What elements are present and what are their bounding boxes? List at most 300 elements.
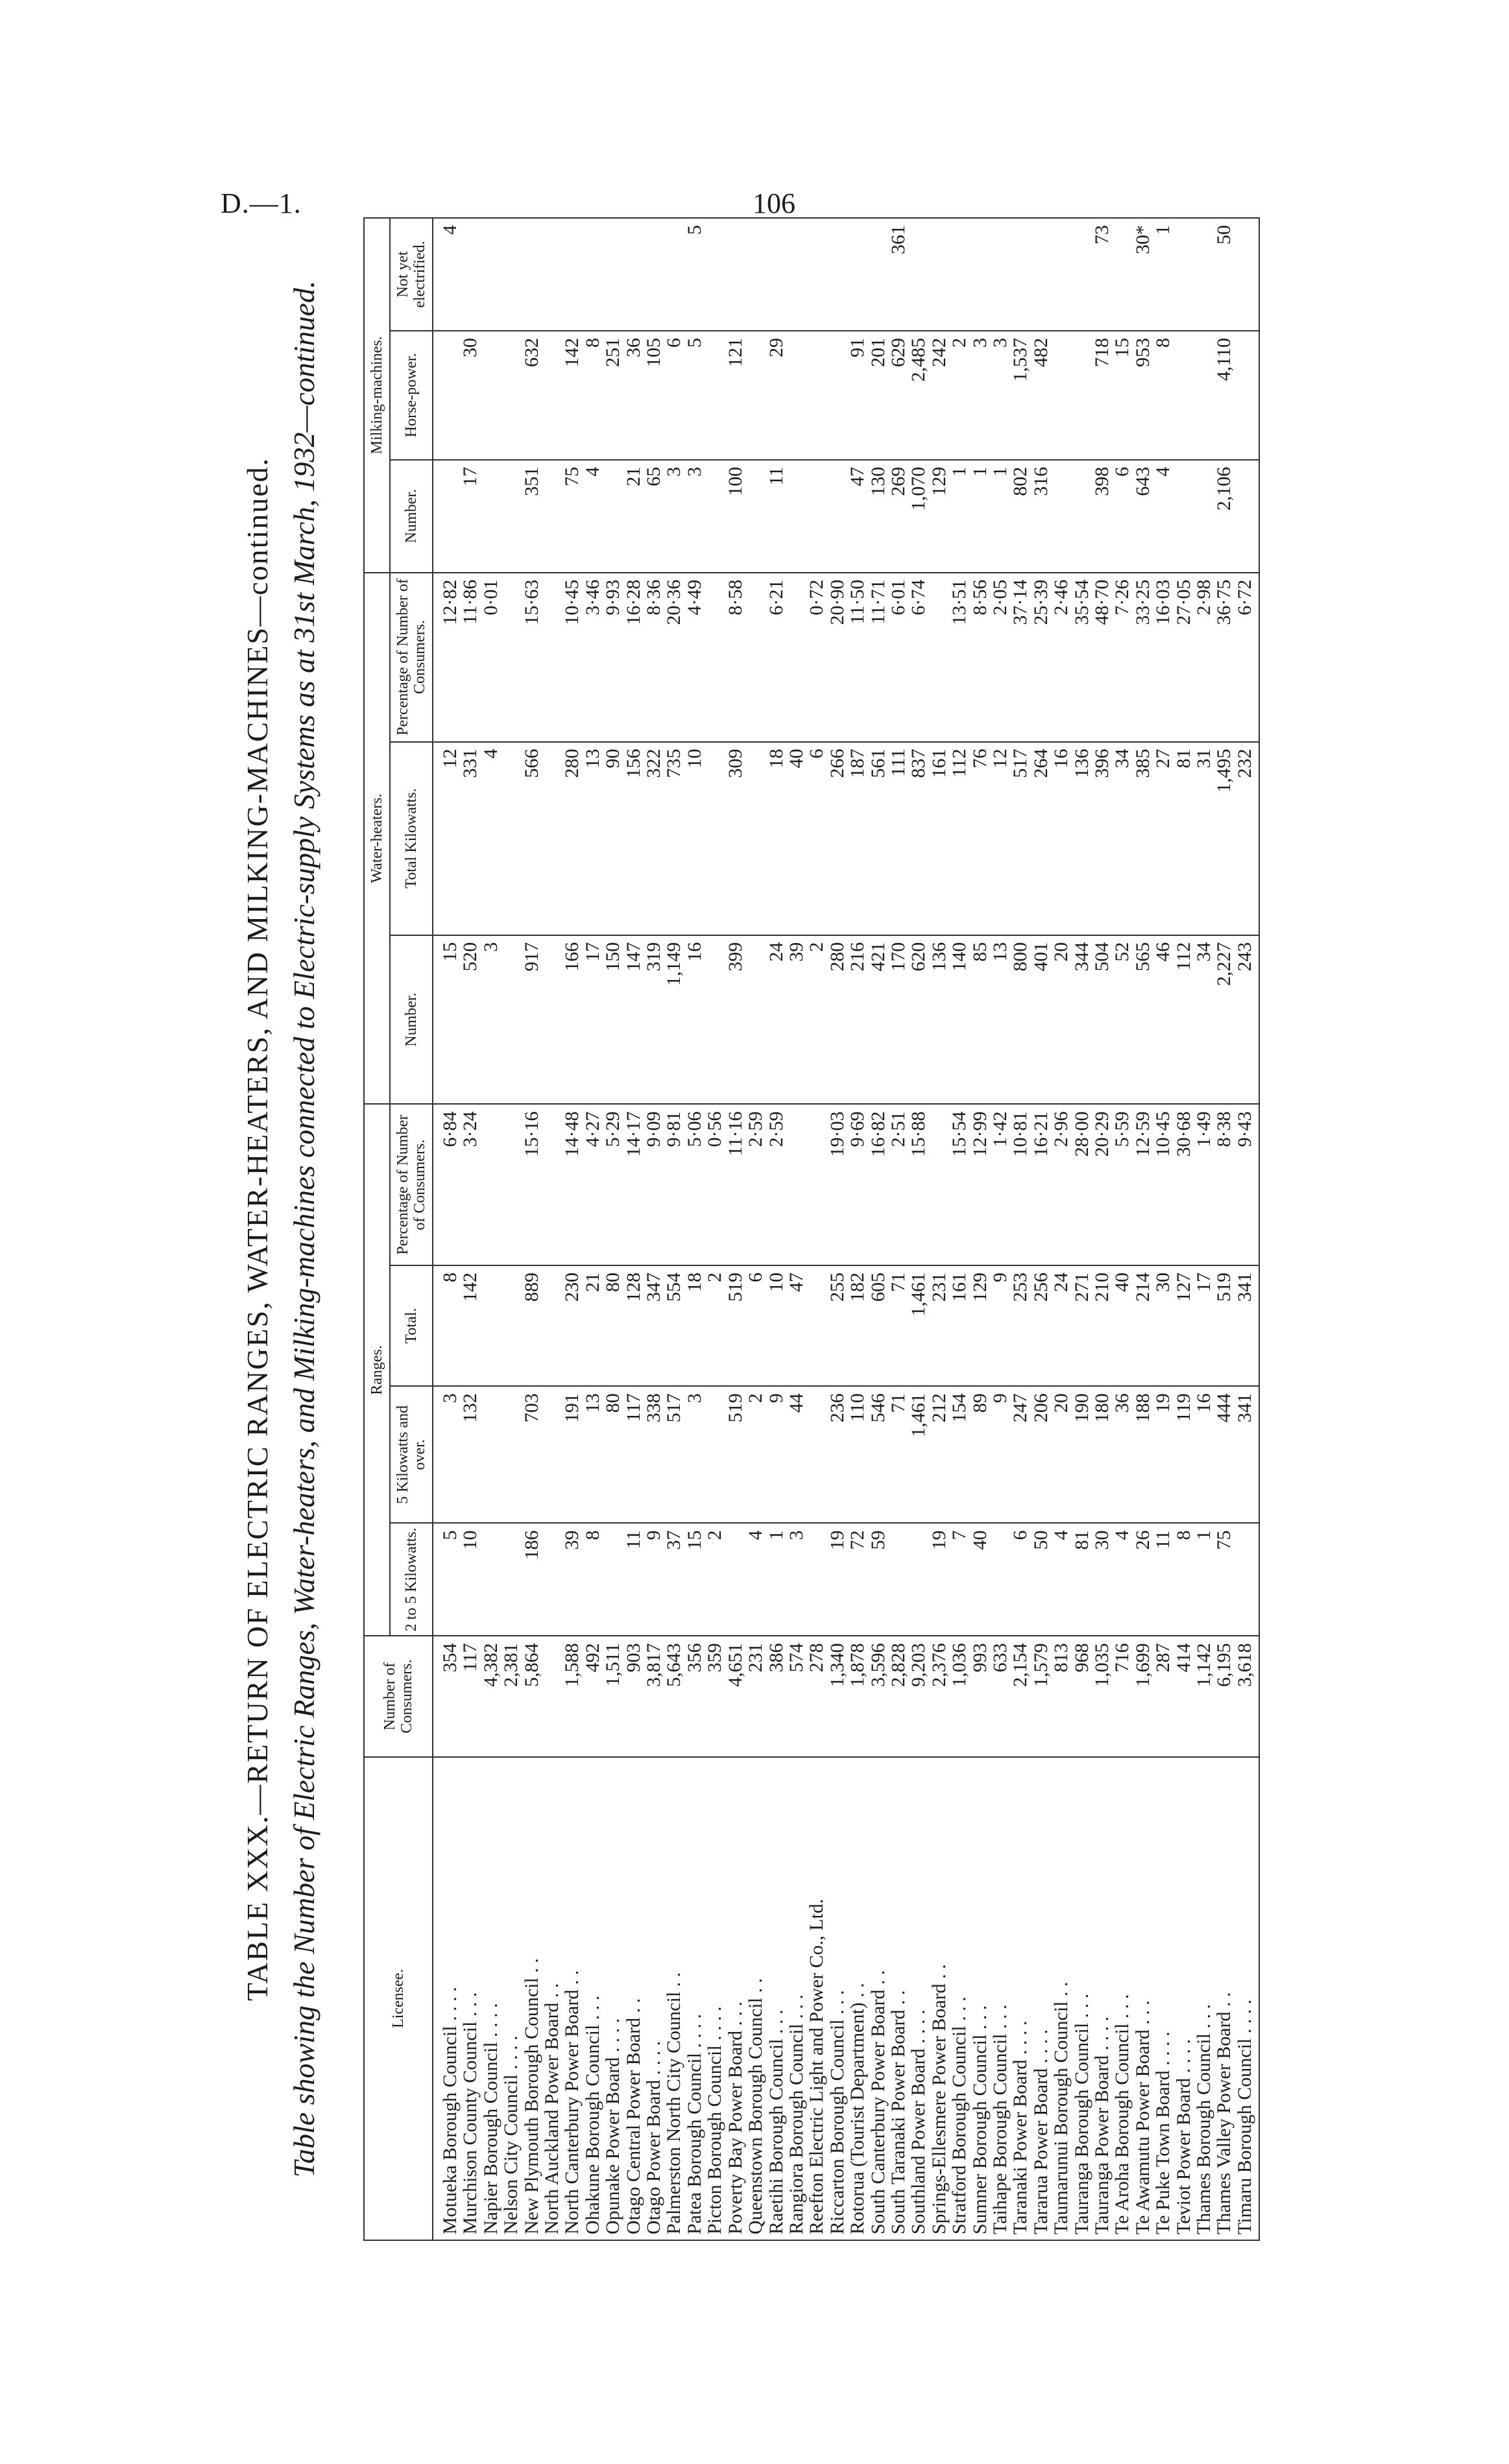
cell-water-number bbox=[705, 935, 725, 1105]
cell-milking-not-yet: 4 bbox=[433, 218, 460, 331]
cell-water-percentage bbox=[542, 573, 562, 742]
cell-consumers: 2,828 bbox=[888, 1636, 908, 1756]
cell-milking-number bbox=[1174, 460, 1194, 573]
cell-ranges-percentage: 20·29 bbox=[1092, 1105, 1112, 1265]
cell-consumers: 231 bbox=[745, 1636, 766, 1756]
cell-milking-number: 1 bbox=[949, 460, 969, 573]
cell-milking-horsepower: 632 bbox=[522, 331, 542, 460]
table-row bbox=[990, 218, 1010, 2240]
cell-water-kilowatts: 76 bbox=[970, 742, 990, 935]
cell-water-number: 401 bbox=[1031, 935, 1051, 1105]
cell-ranges-5over: 546 bbox=[868, 1386, 888, 1523]
cell-water-kilowatts bbox=[705, 742, 725, 935]
cell-water-number: 2,227 bbox=[1214, 935, 1234, 1105]
cell-ranges-percentage: 28·00 bbox=[1072, 1105, 1092, 1265]
cell-water-percentage: 36·75 bbox=[1214, 573, 1234, 742]
cell-ranges-5over: 236 bbox=[827, 1386, 847, 1523]
cell-ranges-5over: 13 bbox=[583, 1386, 603, 1523]
cell-milking-number bbox=[786, 460, 806, 573]
cell-water-number: 112 bbox=[1174, 935, 1194, 1105]
cell-water-kilowatts: 566 bbox=[522, 742, 542, 935]
cell-ranges-percentage: 15·16 bbox=[522, 1105, 542, 1265]
cell-milking-not-yet bbox=[970, 218, 990, 331]
cell-ranges-percentage: 12·99 bbox=[970, 1105, 990, 1265]
cell-water-percentage: 6·01 bbox=[888, 573, 908, 742]
cell-milking-not-yet bbox=[1031, 218, 1051, 331]
cell-ranges-total: 519 bbox=[725, 1265, 745, 1386]
cell-water-kilowatts bbox=[542, 742, 562, 935]
cell-milking-not-yet bbox=[1194, 218, 1214, 331]
cell-milking-number bbox=[745, 460, 766, 573]
table-row bbox=[501, 218, 521, 2240]
cell-ranges-2to5: 81 bbox=[1072, 1523, 1092, 1636]
cell-milking-horsepower: 8 bbox=[583, 331, 603, 460]
table-row bbox=[1194, 218, 1214, 2240]
cell-ranges-total: 889 bbox=[522, 1265, 542, 1386]
cell-ranges-total: 30 bbox=[1153, 1265, 1173, 1386]
cell-milking-number bbox=[1235, 460, 1259, 573]
cell-milking-number: 21 bbox=[623, 460, 644, 573]
cell-water-number: 16 bbox=[684, 935, 705, 1105]
cell-water-number: 17 bbox=[583, 935, 603, 1105]
table-row bbox=[1031, 218, 1051, 2240]
cell-licensee: Thames Valley Power Board . . bbox=[1214, 1757, 1234, 2240]
cell-ranges-2to5 bbox=[888, 1523, 908, 1636]
cell-ranges-percentage: 30·68 bbox=[1174, 1105, 1194, 1265]
cell-milking-horsepower: 36 bbox=[623, 331, 644, 460]
cell-licensee: Sumner Borough Council . . . bbox=[970, 1757, 990, 2240]
cell-water-percentage: 6·21 bbox=[766, 573, 786, 742]
page-number: 106 bbox=[753, 187, 795, 219]
cell-licensee: Reefton Electric Light and Power Co., Ltd. bbox=[806, 1757, 827, 2240]
cell-milking-horsepower: 30 bbox=[460, 331, 480, 460]
cell-milking-not-yet bbox=[1010, 218, 1030, 331]
cell-consumers: 414 bbox=[1174, 1636, 1194, 1756]
header-ranges-2to5: 2 to 5 Kilowatts. bbox=[390, 1523, 433, 1636]
cell-milking-number bbox=[481, 460, 501, 573]
cell-ranges-percentage: 1·42 bbox=[990, 1105, 1010, 1265]
cell-ranges-total: 10 bbox=[766, 1265, 786, 1386]
cell-ranges-5over: 9 bbox=[766, 1386, 786, 1523]
cell-water-number: 399 bbox=[725, 935, 745, 1105]
cell-water-number: 166 bbox=[562, 935, 582, 1105]
cell-water-kilowatts: 34 bbox=[1112, 742, 1132, 935]
cell-water-percentage: 27·05 bbox=[1174, 573, 1194, 742]
cell-milking-not-yet bbox=[929, 218, 949, 331]
cell-consumers: 993 bbox=[970, 1636, 990, 1756]
cell-ranges-percentage: 9·81 bbox=[664, 1105, 684, 1265]
cell-milking-not-yet bbox=[562, 218, 582, 331]
cell-consumers: 359 bbox=[705, 1636, 725, 1756]
cell-ranges-total: 231 bbox=[929, 1265, 949, 1386]
cell-water-kilowatts bbox=[745, 742, 766, 935]
header-milking-horsepower: Horse-power. bbox=[390, 331, 433, 460]
cell-ranges-2to5: 4 bbox=[745, 1523, 766, 1636]
cell-water-percentage: 0·01 bbox=[481, 573, 501, 742]
cell-milking-number bbox=[827, 460, 847, 573]
cell-licensee: Taumarunui Borough Council . . bbox=[1051, 1757, 1071, 2240]
cell-milking-number: 129 bbox=[929, 460, 949, 573]
cell-ranges-percentage bbox=[481, 1105, 501, 1265]
cell-consumers: 2,154 bbox=[1010, 1636, 1030, 1756]
table-row bbox=[1112, 218, 1132, 2240]
cell-water-percentage: 13·51 bbox=[949, 573, 969, 742]
cell-licensee: Picton Borough Council . . . . bbox=[705, 1757, 725, 2240]
cell-water-kilowatts: 27 bbox=[1153, 742, 1173, 935]
cell-ranges-2to5: 75 bbox=[1214, 1523, 1234, 1636]
cell-licensee: Palmerston North City Council . . bbox=[664, 1757, 684, 2240]
cell-water-percentage: 35·54 bbox=[1072, 573, 1092, 742]
cell-milking-number: 4 bbox=[1153, 460, 1173, 573]
cell-ranges-2to5: 26 bbox=[1133, 1523, 1153, 1636]
cell-milking-horsepower bbox=[481, 331, 501, 460]
cell-ranges-total: 1,461 bbox=[908, 1265, 928, 1386]
cell-milking-number bbox=[1051, 460, 1071, 573]
cell-licensee: Te Aroha Borough Council . . . bbox=[1112, 1757, 1132, 2240]
cell-consumers: 5,643 bbox=[664, 1636, 684, 1756]
cell-consumers: 1,588 bbox=[562, 1636, 582, 1756]
cell-water-number: 620 bbox=[908, 935, 928, 1105]
cell-licensee: Timaru Borough Council . . . . bbox=[1235, 1757, 1259, 2240]
cell-consumers: 2,381 bbox=[501, 1636, 521, 1756]
header-milking-number: Number. bbox=[390, 460, 433, 573]
cell-water-number: 421 bbox=[868, 935, 888, 1105]
cell-ranges-5over: 89 bbox=[970, 1386, 990, 1523]
cell-milking-not-yet bbox=[522, 218, 542, 331]
cell-ranges-5over bbox=[806, 1386, 827, 1523]
cell-milking-not-yet bbox=[908, 218, 928, 331]
cell-licensee: Southland Power Board . . . . bbox=[908, 1757, 928, 2240]
cell-ranges-5over: 9 bbox=[990, 1386, 1010, 1523]
table-row bbox=[766, 218, 786, 2240]
cell-water-kilowatts: 81 bbox=[1174, 742, 1194, 935]
cell-ranges-2to5: 72 bbox=[847, 1523, 867, 1636]
cell-water-kilowatts: 161 bbox=[929, 742, 949, 935]
cell-ranges-percentage: 10·81 bbox=[1010, 1105, 1030, 1265]
cell-ranges-total: 255 bbox=[827, 1265, 847, 1386]
cell-licensee: North Auckland Power Board . . bbox=[542, 1757, 562, 2240]
cell-ranges-percentage: 15·54 bbox=[949, 1105, 969, 1265]
cell-ranges-percentage: 5·29 bbox=[603, 1105, 623, 1265]
cell-consumers: 3,817 bbox=[644, 1636, 664, 1756]
cell-ranges-percentage: 16·21 bbox=[1031, 1105, 1051, 1265]
cell-milking-number bbox=[1072, 460, 1092, 573]
cell-water-percentage: 20·90 bbox=[827, 573, 847, 742]
cell-water-percentage: 4·49 bbox=[684, 573, 705, 742]
cell-water-kilowatts: 12 bbox=[433, 742, 460, 935]
header-water-kilowatts: Total Kilowatts. bbox=[390, 742, 433, 935]
cell-milking-horsepower: 242 bbox=[929, 331, 949, 460]
cell-milking-not-yet bbox=[1051, 218, 1071, 331]
cell-ranges-total bbox=[501, 1265, 521, 1386]
cell-ranges-2to5: 59 bbox=[868, 1523, 888, 1636]
table-row bbox=[1010, 218, 1030, 2240]
cell-ranges-5over: 338 bbox=[644, 1386, 664, 1523]
table-body bbox=[433, 218, 1259, 2240]
cell-licensee: North Canterbury Power Board . . bbox=[562, 1757, 582, 2240]
cell-milking-horsepower bbox=[705, 331, 725, 460]
cell-water-percentage bbox=[501, 573, 521, 742]
cell-milking-not-yet bbox=[766, 218, 786, 331]
cell-ranges-percentage: 16·82 bbox=[868, 1105, 888, 1265]
cell-water-kilowatts: 156 bbox=[623, 742, 644, 935]
cell-water-percentage: 15·63 bbox=[522, 573, 542, 742]
table-row bbox=[970, 218, 990, 2240]
cell-licensee: Murchison County Council . . . bbox=[460, 1757, 480, 2240]
cell-milking-horsepower: 2 bbox=[949, 331, 969, 460]
cell-licensee: Rotorua (Tourist Department) . . bbox=[847, 1757, 867, 2240]
cell-licensee: Motueka Borough Council . . . . bbox=[433, 1757, 460, 2240]
cell-ranges-2to5: 5 bbox=[433, 1523, 460, 1636]
cell-ranges-2to5: 19 bbox=[827, 1523, 847, 1636]
cell-ranges-2to5: 50 bbox=[1031, 1523, 1051, 1636]
cell-ranges-5over bbox=[705, 1386, 725, 1523]
cell-water-number: 280 bbox=[827, 935, 847, 1105]
cell-ranges-percentage bbox=[501, 1105, 521, 1265]
cell-ranges-5over: 19 bbox=[1153, 1386, 1173, 1523]
cell-licensee: Te Awamutu Power Board . . . bbox=[1133, 1757, 1153, 2240]
cell-ranges-2to5: 186 bbox=[522, 1523, 542, 1636]
cell-milking-number: 351 bbox=[522, 460, 542, 573]
cell-milking-not-yet bbox=[949, 218, 969, 331]
table-row bbox=[1174, 218, 1194, 2240]
cell-ranges-total: 40 bbox=[1112, 1265, 1132, 1386]
cell-water-kilowatts: 517 bbox=[1010, 742, 1030, 935]
cell-milking-not-yet bbox=[664, 218, 684, 331]
cell-licensee: Poverty Bay Power Board . . . bbox=[725, 1757, 745, 2240]
cell-milking-horsepower bbox=[433, 331, 460, 460]
cell-water-kilowatts: 111 bbox=[888, 742, 908, 935]
cell-milking-number: 100 bbox=[725, 460, 745, 573]
cell-ranges-5over: 212 bbox=[929, 1386, 949, 1523]
cell-milking-not-yet bbox=[806, 218, 827, 331]
cell-milking-horsepower: 1,537 bbox=[1010, 331, 1030, 460]
cell-milking-not-yet: 30* bbox=[1133, 218, 1153, 331]
cell-ranges-percentage: 1·49 bbox=[1194, 1105, 1214, 1265]
cell-water-number: 565 bbox=[1133, 935, 1153, 1105]
cell-ranges-5over: 341 bbox=[1235, 1386, 1259, 1523]
cell-milking-not-yet bbox=[1072, 218, 1092, 331]
cell-ranges-total: 210 bbox=[1092, 1265, 1112, 1386]
cell-licensee: Queenstown Borough Council . . bbox=[745, 1757, 766, 2240]
header-water-heaters: Water-heaters. bbox=[364, 573, 390, 1105]
cell-water-number: 24 bbox=[766, 935, 786, 1105]
cell-water-kilowatts: 396 bbox=[1092, 742, 1112, 935]
cell-milking-horsepower bbox=[786, 331, 806, 460]
cell-water-kilowatts: 264 bbox=[1031, 742, 1051, 935]
cell-water-kilowatts: 309 bbox=[725, 742, 745, 935]
cell-ranges-2to5: 11 bbox=[623, 1523, 644, 1636]
page-reference: D.—1. bbox=[221, 187, 302, 219]
cell-milking-not-yet bbox=[868, 218, 888, 331]
cell-milking-horsepower: 2,485 bbox=[908, 331, 928, 460]
cell-ranges-2to5: 4 bbox=[1112, 1523, 1132, 1636]
cell-consumers: 574 bbox=[786, 1636, 806, 1756]
table-row bbox=[908, 218, 928, 2240]
cell-licensee: Patea Borough Council . . . . bbox=[684, 1757, 705, 2240]
cell-milking-number: 1 bbox=[990, 460, 1010, 573]
table-row bbox=[460, 218, 480, 2240]
cell-ranges-percentage bbox=[929, 1105, 949, 1265]
cell-water-percentage: 2·46 bbox=[1051, 573, 1071, 742]
table-row bbox=[1072, 218, 1092, 2240]
table-row bbox=[562, 218, 582, 2240]
cell-ranges-total: 230 bbox=[562, 1265, 582, 1386]
cell-milking-number: 802 bbox=[1010, 460, 1030, 573]
cell-ranges-5over: 20 bbox=[1051, 1386, 1071, 1523]
cell-ranges-percentage: 11·16 bbox=[725, 1105, 745, 1265]
cell-ranges-2to5 bbox=[725, 1523, 745, 1636]
cell-consumers: 1,142 bbox=[1194, 1636, 1214, 1756]
cell-water-kilowatts bbox=[501, 742, 521, 935]
cell-water-kilowatts: 232 bbox=[1235, 742, 1259, 935]
cell-ranges-2to5: 3 bbox=[786, 1523, 806, 1636]
cell-licensee: Thames Borough Council . . . bbox=[1194, 1757, 1214, 2240]
cell-water-number: 504 bbox=[1092, 935, 1112, 1105]
cell-water-number: 216 bbox=[847, 935, 867, 1105]
cell-water-kilowatts: 187 bbox=[847, 742, 867, 935]
cell-ranges-total: 271 bbox=[1072, 1265, 1092, 1386]
cell-ranges-total: 341 bbox=[1235, 1265, 1259, 1386]
cell-water-number: 1,149 bbox=[664, 935, 684, 1105]
cell-milking-number: 47 bbox=[847, 460, 867, 573]
cell-water-percentage: 25·39 bbox=[1031, 573, 1051, 742]
table-subtitle: Table showing the Number of Electric Ranges, Water-heaters, and Milking-machines connected to Electric-supply Systems as at 31st March, 1932—continued. bbox=[287, 280, 320, 2178]
cell-milking-horsepower bbox=[1051, 331, 1071, 460]
cell-consumers: 3,596 bbox=[868, 1636, 888, 1756]
cell-water-kilowatts: 18 bbox=[766, 742, 786, 935]
cell-ranges-percentage: 9·09 bbox=[644, 1105, 664, 1265]
table-row bbox=[603, 218, 623, 2240]
cell-milking-horsepower: 142 bbox=[562, 331, 582, 460]
table-row bbox=[684, 218, 705, 2240]
cell-water-kilowatts: 4 bbox=[481, 742, 501, 935]
header-consumers: Number of Consumers. bbox=[364, 1636, 433, 1756]
cell-water-kilowatts: 40 bbox=[786, 742, 806, 935]
cell-ranges-5over bbox=[501, 1386, 521, 1523]
cell-milking-number: 643 bbox=[1133, 460, 1153, 573]
cell-water-number: 170 bbox=[888, 935, 908, 1105]
cell-ranges-2to5: 19 bbox=[929, 1523, 949, 1636]
table-row bbox=[542, 218, 562, 2240]
cell-ranges-total: 127 bbox=[1174, 1265, 1194, 1386]
cell-water-kilowatts: 735 bbox=[664, 742, 684, 935]
cell-ranges-5over: 3 bbox=[433, 1386, 460, 1523]
cell-ranges-5over: 132 bbox=[460, 1386, 480, 1523]
table-row bbox=[1133, 218, 1153, 2240]
cell-milking-number: 130 bbox=[868, 460, 888, 573]
cell-water-percentage: 33·25 bbox=[1133, 573, 1153, 742]
cell-milking-number: 75 bbox=[562, 460, 582, 573]
cell-water-kilowatts: 16 bbox=[1051, 742, 1071, 935]
cell-milking-number: 4 bbox=[583, 460, 603, 573]
cell-ranges-5over: 1,461 bbox=[908, 1386, 928, 1523]
table-row bbox=[1092, 218, 1112, 2240]
cell-ranges-2to5 bbox=[1235, 1523, 1259, 1636]
cell-milking-horsepower: 6 bbox=[664, 331, 684, 460]
cell-ranges-total bbox=[481, 1265, 501, 1386]
cell-water-percentage bbox=[929, 573, 949, 742]
cell-water-kilowatts: 10 bbox=[684, 742, 705, 935]
table-row bbox=[433, 218, 460, 2240]
cell-ranges-percentage: 2·59 bbox=[766, 1105, 786, 1265]
cell-milking-not-yet: 5 bbox=[684, 218, 705, 331]
cell-water-percentage: 11·50 bbox=[847, 573, 867, 742]
cell-water-number: 147 bbox=[623, 935, 644, 1105]
cell-ranges-2to5: 1 bbox=[1194, 1523, 1214, 1636]
cell-ranges-2to5: 7 bbox=[949, 1523, 969, 1636]
cell-consumers: 633 bbox=[990, 1636, 1010, 1756]
cell-consumers: 354 bbox=[433, 1636, 460, 1756]
cell-water-percentage: 48·70 bbox=[1092, 573, 1112, 742]
cell-water-percentage: 16·28 bbox=[623, 573, 644, 742]
cell-water-number bbox=[745, 935, 766, 1105]
cell-licensee: Te Puke Town Board . . . . bbox=[1153, 1757, 1173, 2240]
cell-consumers: 903 bbox=[623, 1636, 644, 1756]
cell-ranges-percentage: 0·56 bbox=[705, 1105, 725, 1265]
table-row bbox=[786, 218, 806, 2240]
cell-consumers: 6,195 bbox=[1214, 1636, 1234, 1756]
cell-ranges-5over: 188 bbox=[1133, 1386, 1153, 1523]
cell-water-percentage bbox=[786, 573, 806, 742]
cell-water-number: 2 bbox=[806, 935, 827, 1105]
cell-water-kilowatts: 322 bbox=[644, 742, 664, 935]
cell-consumers: 117 bbox=[460, 1636, 480, 1756]
cell-milking-not-yet bbox=[827, 218, 847, 331]
cell-consumers: 9,203 bbox=[908, 1636, 928, 1756]
cell-milking-horsepower bbox=[501, 331, 521, 460]
table-row bbox=[949, 218, 969, 2240]
cell-licensee: South Canterbury Power Board . . bbox=[868, 1757, 888, 2240]
cell-milking-not-yet bbox=[1235, 218, 1259, 331]
cell-consumers: 3,618 bbox=[1235, 1636, 1259, 1756]
table-row bbox=[1051, 218, 1071, 2240]
cell-ranges-2to5 bbox=[501, 1523, 521, 1636]
cell-ranges-percentage: 9·43 bbox=[1235, 1105, 1259, 1265]
cell-milking-not-yet: 1 bbox=[1153, 218, 1173, 331]
cell-licensee: Otago Central Power Board . . bbox=[623, 1757, 644, 2240]
cell-water-percentage: 0·72 bbox=[806, 573, 827, 742]
cell-ranges-total: 161 bbox=[949, 1265, 969, 1386]
cell-ranges-5over: 36 bbox=[1112, 1386, 1132, 1523]
cell-ranges-percentage: 6·84 bbox=[433, 1105, 460, 1265]
cell-consumers: 287 bbox=[1153, 1636, 1173, 1756]
rotated-table-block bbox=[240, 217, 1395, 2241]
cell-milking-horsepower: 29 bbox=[766, 331, 786, 460]
cell-ranges-2to5: 11 bbox=[1153, 1523, 1173, 1636]
cell-ranges-2to5 bbox=[481, 1523, 501, 1636]
cell-water-percentage bbox=[705, 573, 725, 742]
cell-licensee: Napier Borough Council . . . . bbox=[481, 1757, 501, 2240]
cell-ranges-percentage: 2·59 bbox=[745, 1105, 766, 1265]
cell-milking-not-yet bbox=[705, 218, 725, 331]
cell-ranges-percentage: 9·69 bbox=[847, 1105, 867, 1265]
cell-ranges-total: 21 bbox=[583, 1265, 603, 1386]
cell-milking-number: 11 bbox=[766, 460, 786, 573]
cell-ranges-total: 128 bbox=[623, 1265, 644, 1386]
cell-ranges-2to5: 4 bbox=[1051, 1523, 1071, 1636]
cell-milking-not-yet: 50 bbox=[1214, 218, 1234, 331]
cell-ranges-2to5: 2 bbox=[705, 1523, 725, 1636]
cell-licensee: Nelson City Council . . . . bbox=[501, 1757, 521, 2240]
cell-ranges-2to5 bbox=[908, 1523, 928, 1636]
table-row bbox=[806, 218, 827, 2240]
cell-milking-number: 6 bbox=[1112, 460, 1132, 573]
table-row bbox=[868, 218, 888, 2240]
table-row bbox=[725, 218, 745, 2240]
table-row bbox=[1153, 218, 1173, 2240]
cell-milking-not-yet bbox=[1112, 218, 1132, 331]
